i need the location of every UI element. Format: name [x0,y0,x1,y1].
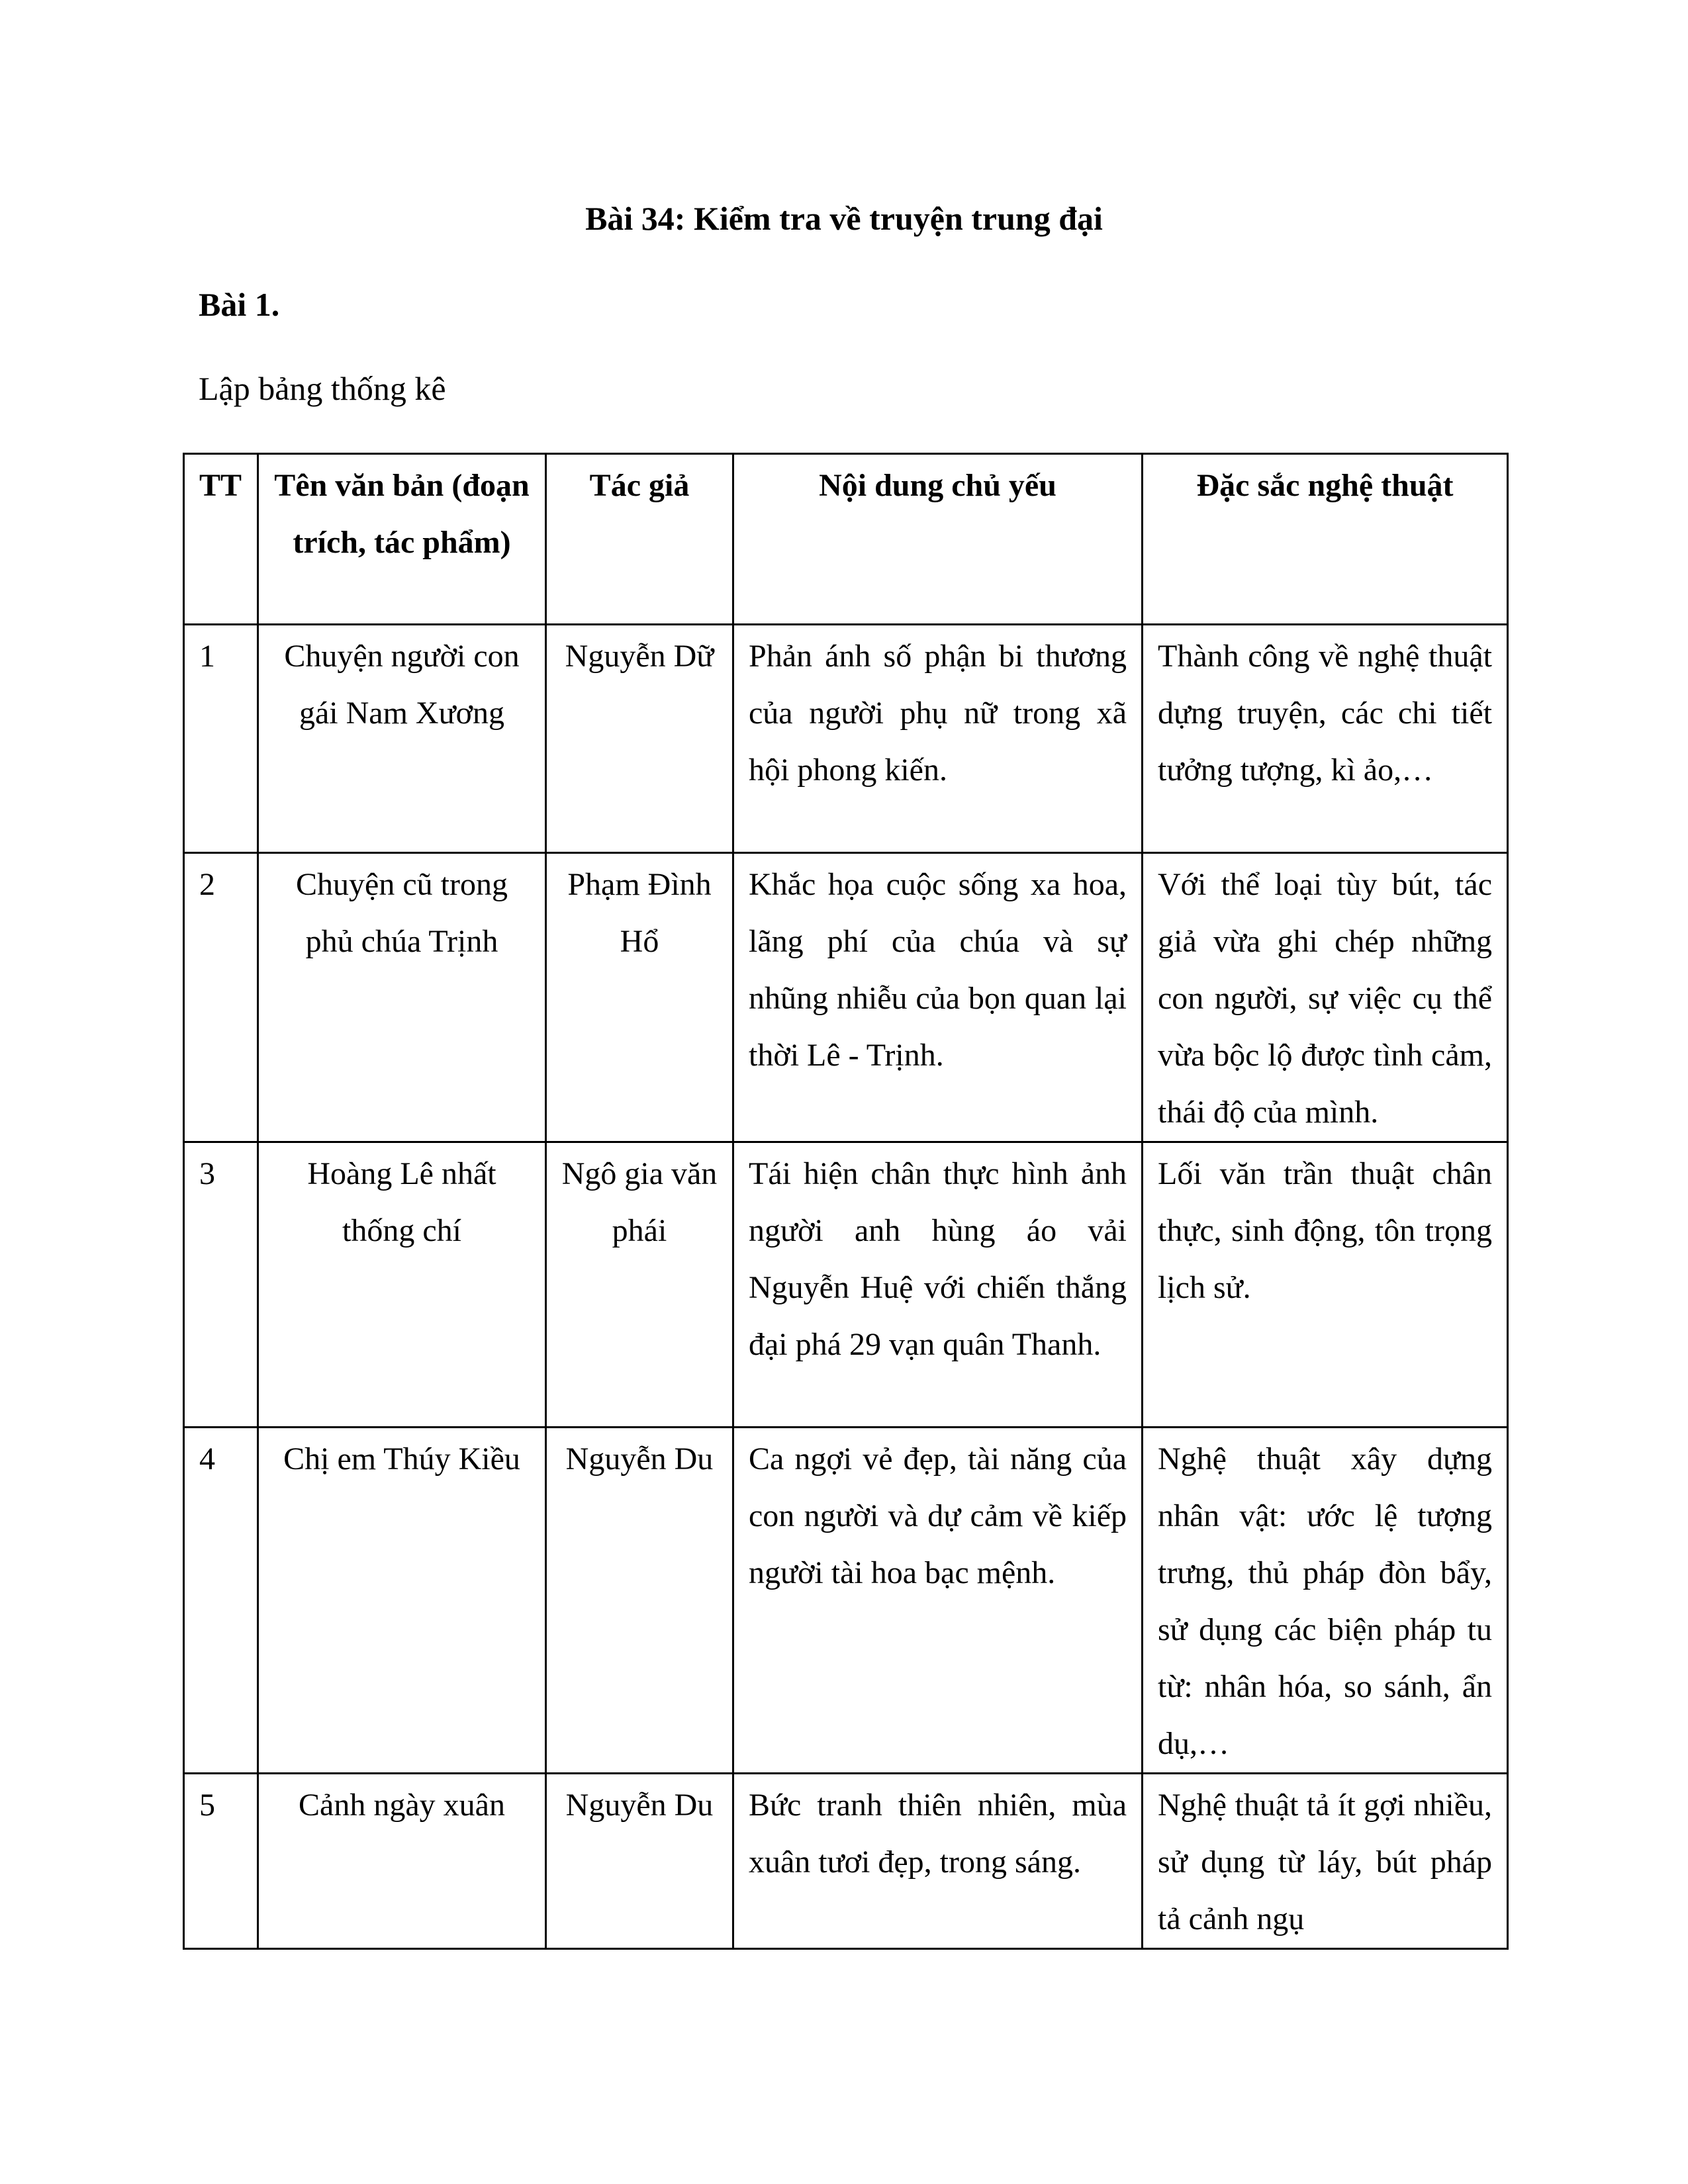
cell-author: Nguyễn Du [546,1428,733,1774]
cell-content: Khắc họa cuộc sống xa hoa, lãng phí của chúa và sự nhũng nhiễu của bọn quan lại thời Lê - Trịnh. [733,853,1143,1142]
cell-author: Nguyễn Du [546,1774,733,1949]
cell-tt: 5 [184,1774,258,1949]
cell-content: Phản ánh số phận bi thương của người phụ nữ trong xã hội phong kiến. [733,625,1143,853]
cell-title: Hoàng Lê nhất thống chí [258,1142,546,1428]
document-title: Bài 34: Kiểm tra về truyện trung đại [585,200,1103,237]
cell-tt: 2 [184,853,258,1142]
header-tt: TT [184,454,258,625]
header-art: Đặc sắc nghệ thuật [1143,454,1508,625]
table-row [184,853,1508,1142]
table-row [184,1142,1508,1428]
table-header-row [184,454,1508,625]
header-title: Tên văn bản (đoạn trích, tác phẩm) [258,454,546,625]
cell-author: Nguyễn Dữ [546,625,733,853]
header-author: Tác giả [546,454,733,625]
cell-title: Chuyện cũ trong phủ chúa Trịnh [258,853,546,1142]
cell-content: Tái hiện chân thực hình ảnh người anh hùng áo vải Nguyễn Huệ với chiến thắng đại phá 29 vạn quân Thanh. [733,1142,1143,1428]
cell-title: Chị em Thúy Kiều [258,1428,546,1774]
section-heading: Bài 1. [199,286,280,323]
cell-content: Bức tranh thiên nhiên, mùa xuân tươi đẹp, trong sáng. [733,1774,1143,1949]
cell-art: Nghệ thuật xây dựng nhân vật: ước lệ tượng trưng, thủ pháp đòn bẩy, sử dụng các biện pháp tu từ: nhân hóa, so sánh, ẩn dụ,… [1143,1428,1508,1774]
cell-art: Thành công về nghệ thuật dựng truyện, các chi tiết tưởng tượng, kì ảo,… [1143,625,1508,853]
cell-tt: 1 [184,625,258,853]
table-row [184,1774,1508,1949]
header-content: Nội dung chủ yếu [733,454,1143,625]
table-intro: Lập bảng thống kê [199,370,446,407]
cell-author: Ngô gia văn phái [546,1142,733,1428]
statistics-table [183,453,1509,1950]
cell-content: Ca ngợi vẻ đẹp, tài năng của con người và dự cảm về kiếp người tài hoa bạc mệnh. [733,1428,1143,1774]
table-row [184,1428,1508,1774]
cell-tt: 4 [184,1428,258,1774]
cell-art: Nghệ thuật tả ít gợi nhiều, sử dụng từ láy, bút pháp tả cảnh ngụ [1143,1774,1508,1949]
cell-title: Chuyện người con gái Nam Xương [258,625,546,853]
cell-tt: 3 [184,1142,258,1428]
cell-art: Với thể loại tùy bút, tác giả vừa ghi chép những con người, sự việc cụ thể vừa bộc lộ được tình cảm, thái độ của mình. [1143,853,1508,1142]
table-row [184,625,1508,853]
cell-title: Cảnh ngày xuân [258,1774,546,1949]
cell-author: Phạm Đình Hổ [546,853,733,1142]
cell-art: Lối văn trần thuật chân thực, sinh động, tôn trọng lịch sử. [1143,1142,1508,1428]
